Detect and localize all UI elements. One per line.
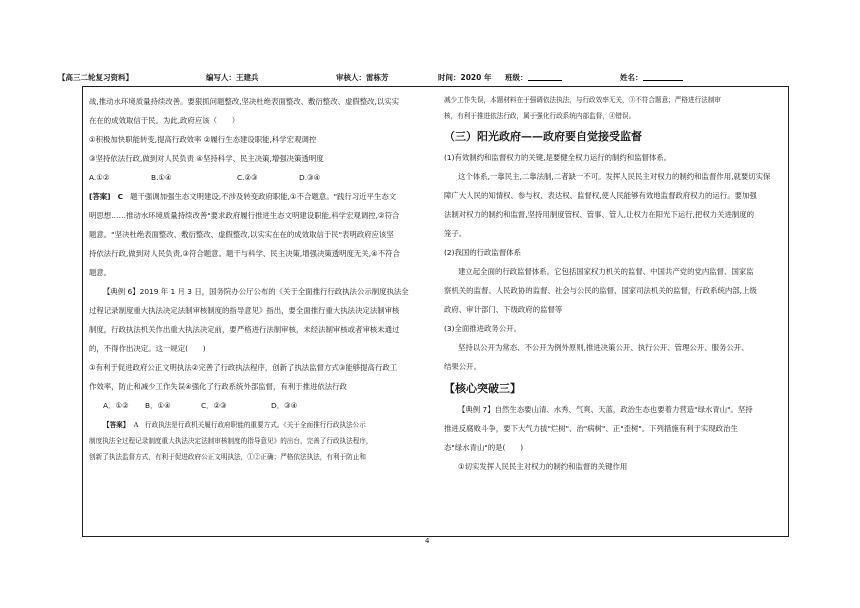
header-reviewer: 审核人：雷栋芳 (336, 73, 389, 82)
header-time: 时间：2020 年 (438, 73, 492, 82)
example-6-text: 【典例 6】2019 年 1 月 3 日，国务院办公厅公布的《关于全面推行行政执法公示制度执法全 (103, 287, 409, 296)
right-column (444, 92, 783, 476)
section-text: (2)我国的行政监督体系 (444, 248, 521, 257)
question-text: 战,推动水环境质量持续改善。要狠抓问题整改,坚决杜绝表面整改、敷衍整改、虚假整改,以实实 (89, 97, 400, 106)
section-title: （三）阳光政府——政府要自觉接受监督 (444, 130, 642, 143)
answer-text: 题干强调加强生态文明建设,不涉及转变政府职能,①不合题意。"践行习近平生态文 (130, 192, 397, 201)
example-6-choice-row (89, 396, 416, 415)
answer-text: A 行政执法是行政机关履行政府职能的重要方式。《关于全面推行行政执法公示 (133, 421, 366, 429)
choice-d: D.③④ (299, 173, 321, 182)
header-class-label: 班级： (505, 73, 528, 82)
example-7-text: 【典例 7】自然生态要山清、水秀、气爽、天蓝，政治生态也要着力营造"绿水青山"。坚持 (458, 405, 753, 414)
section-text: 察机关的监督、人民政协的监督、社会与公民的监督、国家司法机关的监督，行政系统内部,上级 (444, 286, 757, 295)
header-author: 编写人：王建兵 (206, 73, 259, 82)
example-7-text: 态"绿水青山"的是( ) (444, 443, 524, 452)
choice-d: D．③④ (271, 401, 298, 410)
section-text: (1)有效制约和监督权力的关键,是要健全权力运行的制约和监督体系。 (444, 153, 672, 162)
answer-text: 持依法行政,做到对人民负责,③符合题意。题干与科学、民主决策,增强决策透明度无关,④不符合 (89, 249, 400, 258)
answer-text: 减少工作失误，本题材料在于强调依法执法，与行政效率无关，③不符合题意；严格进行法制审 (444, 96, 721, 104)
class-blank (528, 72, 562, 81)
example-6-text: 的，不得作出决定。这一规定( ) (89, 344, 206, 353)
example-6-option: 作效率，防止和减少工作失误④强化了行政系统外部监督，有利于推进依法行政 (89, 382, 347, 391)
example-7-option: ①切实发挥人民民主对权力的制约和监督的关键作用 (458, 462, 628, 471)
question-text: 在在的成效取信于民。为此,政府应该（ ） (89, 116, 240, 125)
example-6-text: 过程记录制度重大执法决定法制审核制度的指导意见》指出，要全面推行重大执法决定法制审核 (89, 306, 400, 315)
choice-b: B.①④ (151, 173, 172, 182)
choice-c: C．②③ (201, 401, 227, 410)
answer-label: [答案] (89, 192, 111, 201)
answer-text: 题意。 (89, 268, 112, 277)
answer-text: 创新了执法监督方式，有利于促进政府公正文明执法，①②正确；严格依法执法，有利于防止和 (89, 453, 366, 461)
example-7-text: 推进反腐败斗争，要下大气力拔"烂树"、治"病树"、正"歪树"。下列措施有利于实现政治生 (444, 424, 738, 433)
option-line: ③坚持依法行政,做到对人民负责 ④坚持科学、民主决策,增强决策透明度 (89, 154, 324, 163)
answer-line (89, 187, 416, 206)
option-line: ①积极加快职能转变,提高行政效率 ②履行生态建设职能,科学宏观调控 (89, 135, 317, 144)
choice-c: C.②③ (237, 173, 258, 182)
header-class (505, 72, 528, 83)
core-title: 【核心突破三】 (444, 382, 521, 395)
header-title: 【高三二轮复习资料】 (58, 73, 133, 82)
choice-row (89, 168, 416, 187)
header-name (620, 72, 643, 83)
section-text: 坚持以公开为常态、不公开为例外原则,推进决策公开、执行公开、管理公开、服务公开、 (458, 343, 749, 352)
section-text: 笼子。 (444, 229, 467, 238)
section-text: 障广大人民的知情权、参与权、表达权、监督权,使人民能够有效地监督政府权力的运行。要加强 (444, 191, 757, 200)
example-6-answer (89, 417, 416, 433)
section-text: 结果公开。 (444, 362, 481, 371)
page-number: 4 (425, 537, 430, 545)
answer-label: 【答案】 (103, 421, 130, 429)
section-text: 建立起全面的行政监督体系。它包括国家权力机关的监督、中国共产党的党内监督、国家监 (458, 267, 754, 276)
answer-letter: C (117, 192, 124, 201)
section-text: 这个体系,一靠民主,二靠法制,二者缺一不可。发挥人民民主对权力的制约和监督作用,就要切实保 (458, 172, 771, 181)
example-6-text: 制度，行政执法机关作出重大执法决定前，要严格进行法制审核，未经法制审核或者审核未通过 (89, 325, 400, 334)
section-text: (3)全面推进政务公开。 (444, 324, 521, 333)
example-6-option: ①有利于促进政府公正文明执法②完善了行政执法程序，创新了执法监督方式③能够提高行政工 (89, 363, 398, 372)
answer-text: 制度执法全过程记录制度重大执法决定法制审核制度的指导意见》的出台，完善了行政执法程序， (89, 437, 373, 445)
answer-text: 明思想……推动水环境质量持续改善"要求政府履行推进生态文明建设职能,科学宏观调控,②符合 (89, 211, 400, 220)
section-text: 政府、审计部门、下级政府的监督等 (444, 305, 563, 314)
section-text: 法制对权力的制约和监督,坚持用制度管权、管事、管人,让权力在阳光下运行,把权力关进制度的 (444, 210, 755, 219)
name-blank (643, 72, 683, 81)
choice-a: A．①② (103, 401, 129, 410)
left-column (89, 92, 416, 465)
choice-b: B．①④ (145, 401, 171, 410)
answer-text: 核，有利于推进依法行政，属于强化行政系统内部监督，④错误。 (444, 112, 636, 120)
header-name-label: 姓名： (620, 73, 643, 82)
choice-a: A.①② (89, 173, 110, 182)
answer-text: 题意。"坚决杜绝表面整改、敷衍整改、虚假整改,以实实在在的成效取信于民"表明政府应该坚 (89, 230, 394, 239)
